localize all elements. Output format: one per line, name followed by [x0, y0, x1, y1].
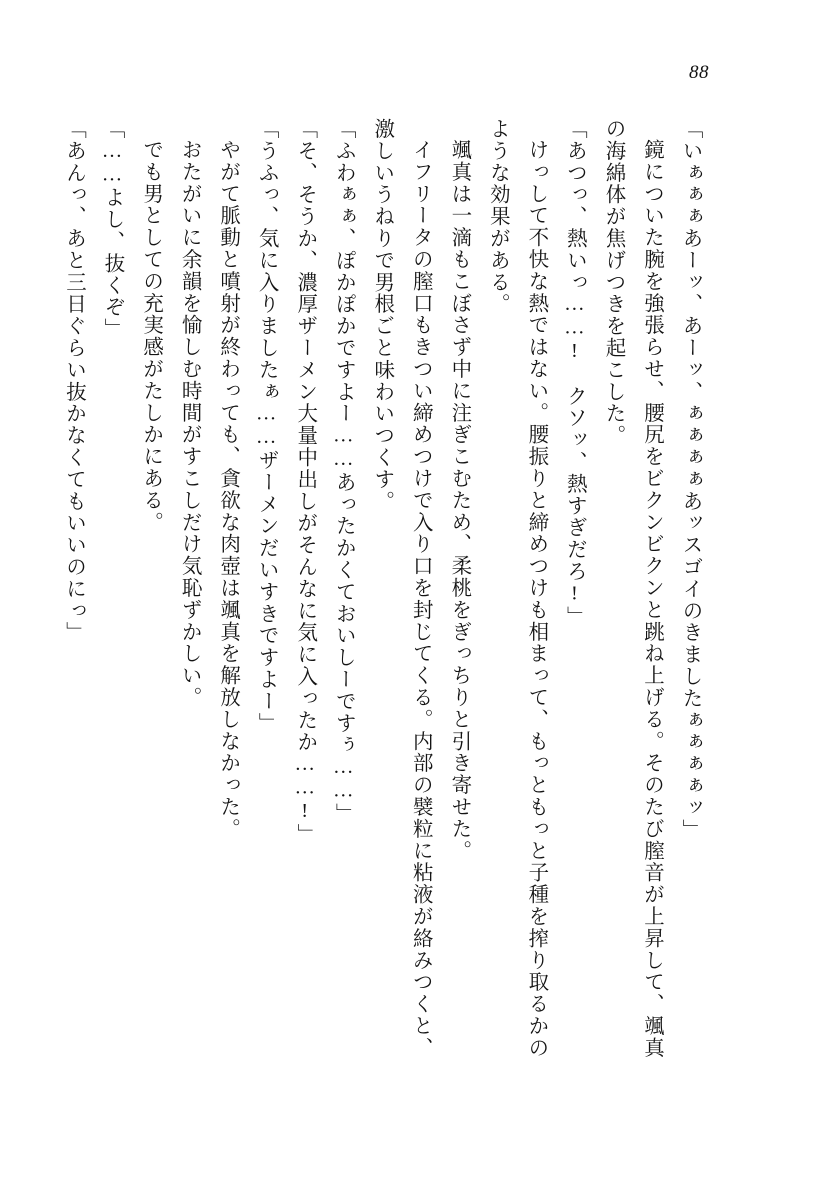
paragraph: イフリータの膣口もきつい締めつけで入り口を封じてくる。内部の襞粒に粘液が絡みつくと、激しいうねりで男根ごと味わいつくす。 — [370, 118, 432, 1059]
body-text-block — [62, 118, 709, 1078]
paragraph: 「そ、そうか、濃厚ザーメン大量中出しがそんなに気に入ったか……!」 — [293, 118, 316, 846]
paragraph: 「あんっ、あと三日ぐらい抜かなくてもいいのにっ」 — [62, 118, 85, 644]
page-number: 88 — [689, 62, 709, 83]
paragraph: おたがいに余韻を愉しむ時間がすこしだけ気恥ずかしい。 — [178, 139, 201, 709]
paragraph: 鏡についた腕を強張らせ、腰尻をビクンビクンと跳ね上げる。そのたび膣音が上昇して、颯真の海綿体が焦げつきを起こした。 — [601, 118, 663, 1059]
paragraph: 颯真は一滴もこぼさず中に注ぎこむため、柔桃をぎっちりと引き寄せた。 — [447, 139, 470, 862]
paragraph: 「いぁぁぁあーッ、あーッ、ぁぁぁぁあッスゴイのきましたぁぁぁぁッ」 — [679, 118, 701, 841]
paragraph: 「うふっ、気に入りましたぁ……ザーメンだいすきですよー」 — [255, 118, 278, 735]
paragraph: やがて脈動と噴射が終わっても、貪欲な肉壺は颯真を解放しなかった。 — [216, 139, 239, 840]
paragraph: 「ふわぁぁ、ぽかぽかですよー……あったかくておいしーですぅ……」 — [332, 118, 355, 825]
paragraph: 「あつっ、熱いっ……! クソッ、熱すぎだろ!」 — [563, 118, 586, 628]
paragraph: でも男としての充実感がたしかにある。 — [139, 139, 162, 534]
paragraph: けっして不快な熱ではない。腰振りと締めつけも相まって、もっともっと子種を搾り取るかのような効果がある。 — [486, 118, 547, 1059]
paragraph: 「……よし、抜くぞ」 — [101, 118, 124, 340]
